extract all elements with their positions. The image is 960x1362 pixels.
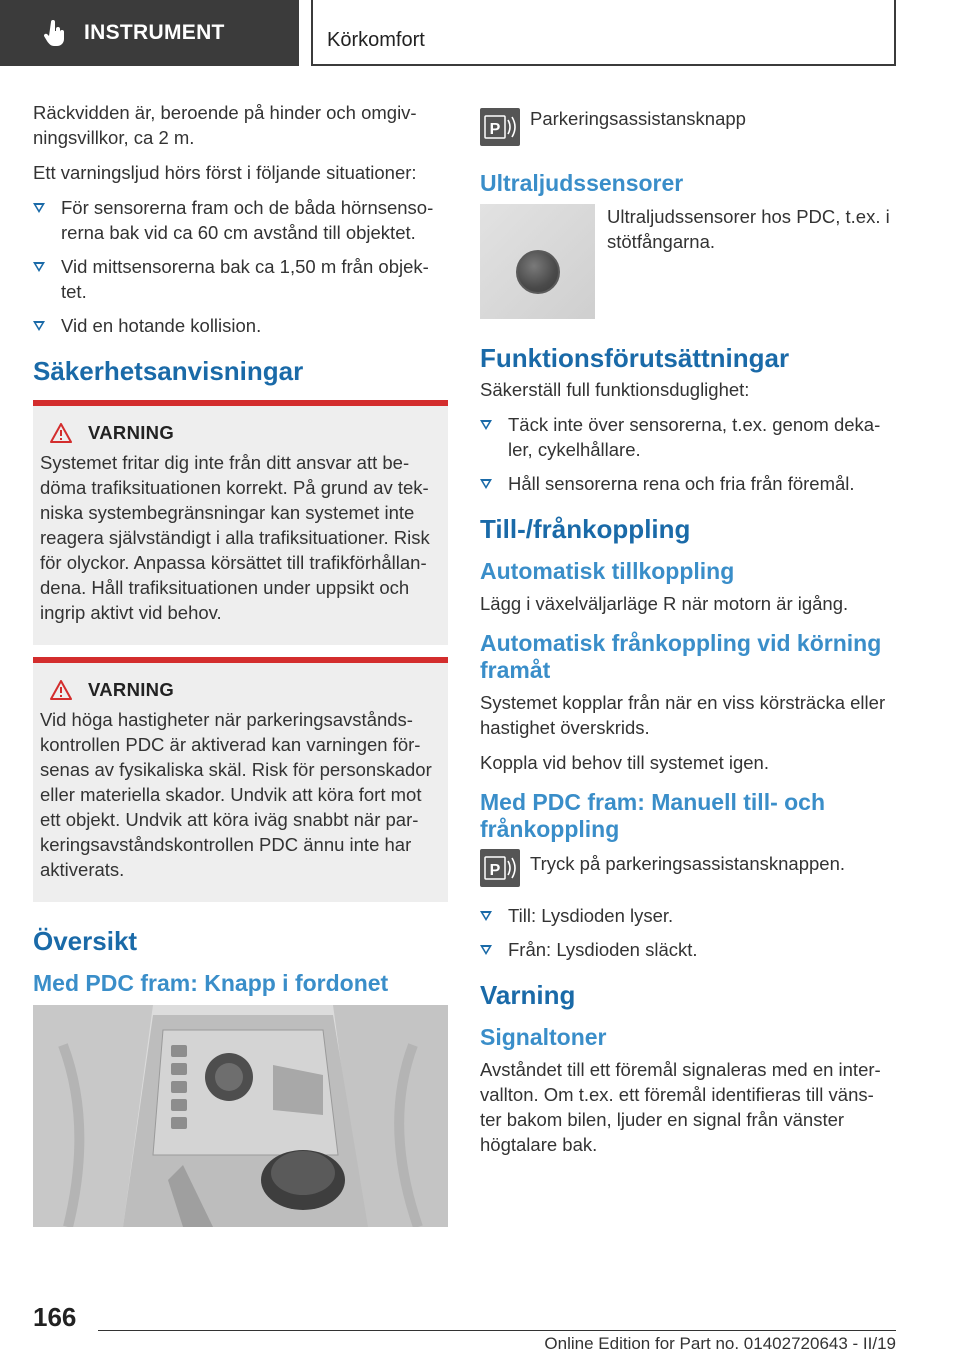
function-intro: Säkerställ full funktionsduglighet: [480, 379, 750, 400]
list-item: Från: Lysdioden släckt. [480, 937, 895, 962]
overview-heading: Översikt [33, 926, 138, 956]
bullet-triangle-icon [480, 911, 492, 921]
range-paragraph: Räckvidden är, beroende på hinder och omgiv-ningsvillkor, ca 2 m. [33, 102, 417, 148]
parking-assist-icon [480, 108, 520, 146]
pdc-button-legend [480, 108, 895, 146]
list-item: Täck inte över sensorerna, t.ex. genom deka-ler, cykelhållare. [480, 412, 895, 462]
footer-edition: Online Edition for Part no. 01402720643 - II/19 [544, 1334, 896, 1353]
page-number: 166 [33, 1302, 77, 1332]
bullet-triangle-icon [33, 203, 45, 213]
ultrasonic-heading: Ultraljudssensorer [480, 170, 684, 196]
right-column [480, 108, 895, 1167]
pdc-button-label: Parkeringsassistansknapp [530, 108, 746, 129]
bullet-triangle-icon [480, 479, 492, 489]
center-console-photo [33, 1005, 448, 1227]
section-label: INSTRUMENT [84, 21, 225, 44]
signal-text: Avståndet till ett föremål signaleras med en inter-vallton. Om t.ex. ett föremål identifieras till väns-ter bakom bilen, ljuder en signal från vänster högtalare bak. [480, 1059, 881, 1155]
bullet-triangle-icon [33, 262, 45, 272]
safety-heading: Säkerhetsanvisningar [33, 356, 304, 386]
warning-text: Systemet fritar dig inte från ditt ansvar att be-döma trafiksituationen korrekt. På grund av tek-niska systembegränsningar kan systemet inte reagera självständigt i alla trafiksituationer. Risk för olyckor. Anpassa körsättet till trafikförhållan-dena. Håll trafiksituationen under uppsikt och ingrip aktivt vid behov. [40, 452, 430, 623]
parking-assist-icon [480, 849, 520, 887]
auto-on-heading: Automatisk tillkoppling [480, 558, 735, 584]
auto-off-text: Systemet kopplar från när en viss körsträcka eller hastighet överskrids. [480, 692, 886, 738]
ultrasonic-sensor-image [480, 204, 595, 319]
hand-pointer-icon [44, 20, 66, 46]
list-item: För sensorerna fram och de båda hörnsenso-rerna bak vid ca 60 cm avstånd till objektet. [33, 195, 448, 245]
switch-heading: Till-/frånkoppling [480, 514, 691, 544]
sound-list [33, 195, 448, 338]
list-item: Vid mittsensorerna bak ca 1,50 m från objek-tet. [33, 254, 448, 304]
sensor-disc [516, 250, 560, 294]
warning-triangle-icon [50, 423, 72, 443]
function-list [480, 412, 895, 496]
footer-divider [98, 1330, 896, 1331]
list-item: Håll sensorerna rena och fria från föremål. [480, 471, 895, 496]
svg-text:P: P [489, 862, 501, 879]
signal-heading: Signaltoner [480, 1024, 607, 1050]
page-header [0, 0, 960, 66]
left-column [33, 100, 448, 1227]
manual-press-text: Tryck på parkeringsassistansknappen. [530, 853, 845, 874]
svg-text:P: P [489, 121, 501, 138]
warning-box [33, 657, 448, 902]
auto-off-heading: Automatisk frånkoppling vid körning framåt [480, 630, 882, 683]
manual-press-row [480, 849, 895, 887]
warning-triangle-icon [50, 680, 72, 700]
manual-list [480, 903, 895, 962]
list-item: Till: Lysdioden lyser. [480, 903, 895, 928]
sound-intro: Ett varningsljud hörs först i följande situationer: [33, 162, 417, 183]
function-heading: Funktionsförutsättningar [480, 343, 790, 373]
warning-heading: Varning [480, 980, 576, 1010]
warning-header [50, 422, 440, 444]
sensor-block [480, 204, 895, 319]
bullet-triangle-icon [480, 420, 492, 430]
button-subheading: Med PDC fram: Knapp i fordonet [33, 970, 389, 996]
section-tab [0, 0, 299, 66]
bullet-triangle-icon [480, 945, 492, 955]
auto-on-text: Lägg i växelväljarläge R när motorn är igång. [480, 593, 849, 614]
warning-header [50, 679, 440, 701]
warning-text: Vid höga hastigheter när parkeringsavstånds-kontrollen PDC är aktiverad kan varningen för-senas av fysikaliska skäl. Risk för personskador eller materiella skador. Undvik att köra fort mot ett objekt. Undvik att köra iväg snabbt när par-keringsavståndskontrollen PDC ännu inte har aktiverats. [40, 709, 432, 880]
topic-title: Körkomfort [311, 0, 896, 66]
warning-box [33, 400, 448, 645]
manual-heading: Med PDC fram: Manuell till- och frånkoppling [480, 789, 826, 842]
bullet-triangle-icon [33, 321, 45, 331]
warning-title: VARNING [88, 679, 175, 700]
list-item: Vid en hotande kollision. [33, 313, 448, 338]
auto-off-text-2: Koppla vid behov till systemet igen. [480, 752, 769, 773]
console-illustration [33, 1005, 448, 1227]
sensor-description: Ultraljudssensorer hos PDC, t.ex. i stötfångarna. [607, 206, 890, 252]
warning-title: VARNING [88, 422, 175, 443]
